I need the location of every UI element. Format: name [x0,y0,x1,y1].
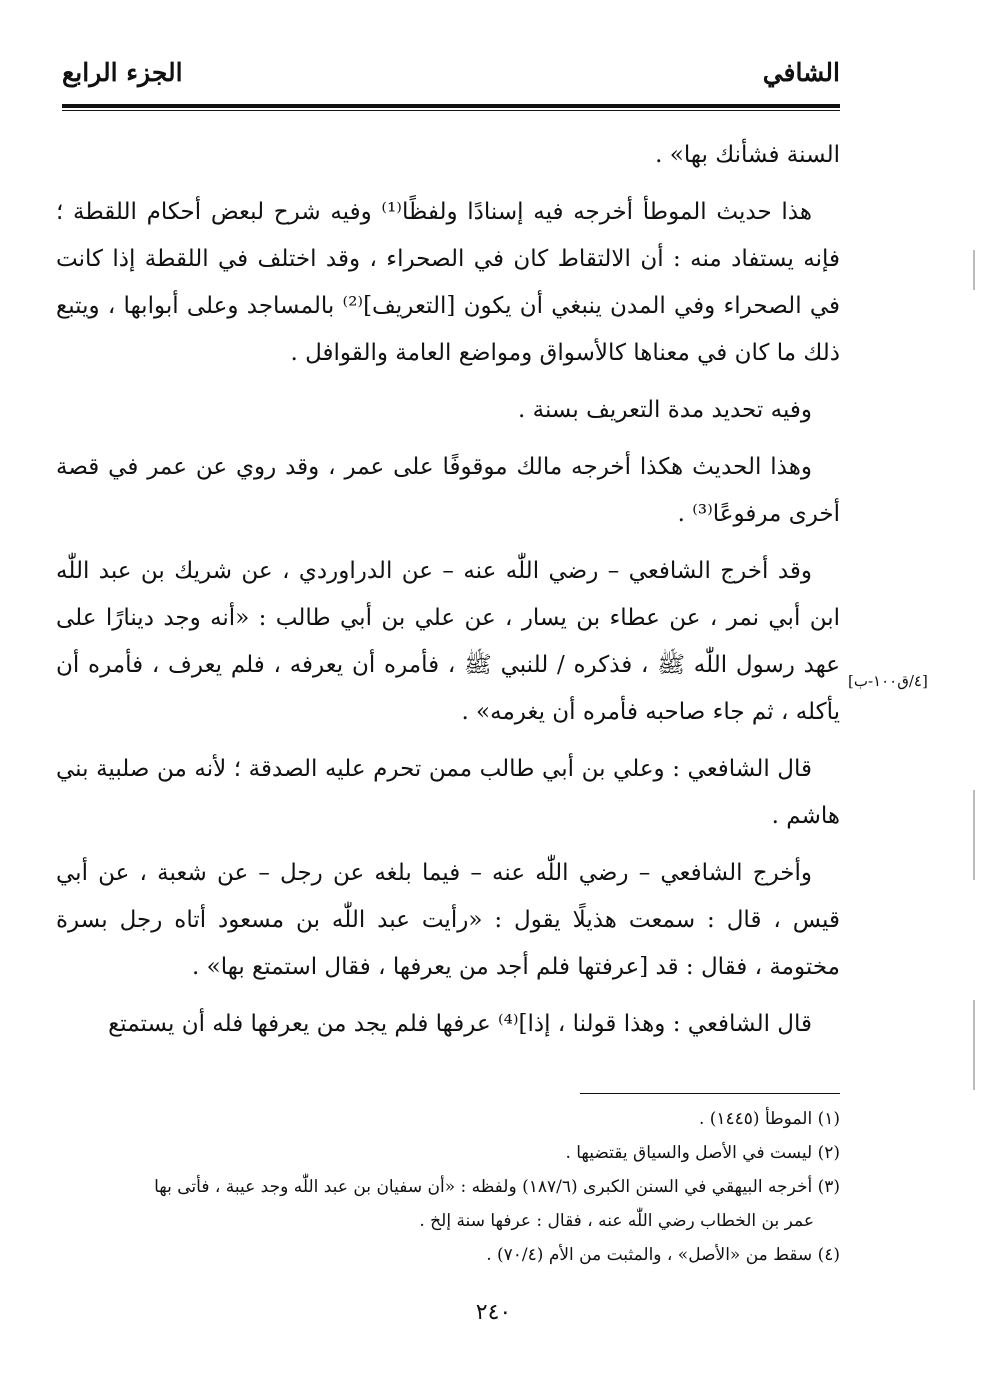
paragraph: وأخرج الشافعي – رضي اللّٰه عنه – فيما بلغه عن رجل – عن شعبة ، عن أبي قيس ، قال : سمعت هذيلًا يقول : «رأيت عبد اللّٰه بن مسعود أتاه رجل بسرة مختومة ، فقال : قد [عرفتها فلم أجد من يعرفها ، فقال استمتع بها» . [56,860,840,980]
header-rule-thin [62,110,840,111]
paragraph: وفيه تحديد مدة التعريف بسنة . [517,397,812,423]
paragraph: وقد أخرج الشافعي – رضي اللّٰه عنه – عن الدراوردي ، عن شريك بن عبد اللّٰه ابن أبي نمر ، عن عطاء بن يسار ، عن علي بن أبي طالب : «أنه وجد دينارًا على عهد رسول اللّٰه ﷺ ، فذكره / للنبي ﷺ ، فأمره أن يعرفه ، فلم يعرف ، فأمره أن يأكله ، ثم جاء صاحبه فأمره أن يغرمه» . [56,558,840,725]
footnote: (٣) أخرجه البيهقي في السنن الكبرى (١٨٧/٦) ولفظه : «أن سفيان بن عبد اللّٰه وجد عيبة ، فأتى بها [154,1177,840,1197]
paragraph: وهذا الحديث هكذا أخرجه مالك موقوفًا على عمر ، وقد روي عن عمر في قصة أخرى مرفوعًا⁽³⁾ . [56,454,840,527]
footnote: (٢) ليست في الأصل والسياق يقتضيها . [565,1143,840,1163]
manuscript-folio-note: [٤/ق١٠٠-ب] [848,672,928,690]
paragraph: قال الشافعي : وهذا قولنا ، إذا]⁽⁴⁾ عرفها فلم يجد من يعرفها فله أن يستمتع [108,1011,812,1037]
paragraph: هذا حديث الموطأ أخرجه فيه إسنادًا ولفظًا⁽¹⁾ وفيه شرح لبعض أحكام اللقطة ؛ فإنه يستفاد منه : أن الالتقاط كان في الصحراء ، وقد اختلف في اللقطة إذا كانت في الصحراء وفي المدن ينبغي أن يكون [التعريف]⁽²⁾ بالمساجد وعلى أبوابها ، ويتبع ذلك ما كان في معناها كالأسواق ومواضع العامة والقوافل . [56,199,840,366]
page-number: ٢٤٠ [475,1300,512,1325]
paragraph: قال الشافعي : وعلي بن أبي طالب ممن تحرم عليه الصدقة ؛ لأنه من صلبية بني هاشم . [56,756,840,829]
header-rule-thick [62,104,840,108]
footnote-continuation: عمر بن الخطاب رضي اللّٰه عنه ، فقال : عرفها سنة إلخ . [419,1211,814,1231]
book-title: الشافي [762,58,840,87]
scan-edge-mark [973,250,975,290]
footnote-rule [580,1093,840,1094]
footnotes [56,1102,840,1272]
scan-edge-mark [973,1000,975,1090]
running-head [62,58,840,98]
scan-edge-mark [973,790,975,880]
volume-label: الجزء الرابع [62,58,183,87]
main-text [56,132,840,1058]
footnote: (٤) سقط من «الأصل» ، والمثبت من الأم (٧٠/٤) . [486,1245,840,1265]
paragraph: السنة فشأنك بها» . [655,142,840,168]
footnote: (١) الموطأ (١٤٤٥) . [698,1109,840,1129]
